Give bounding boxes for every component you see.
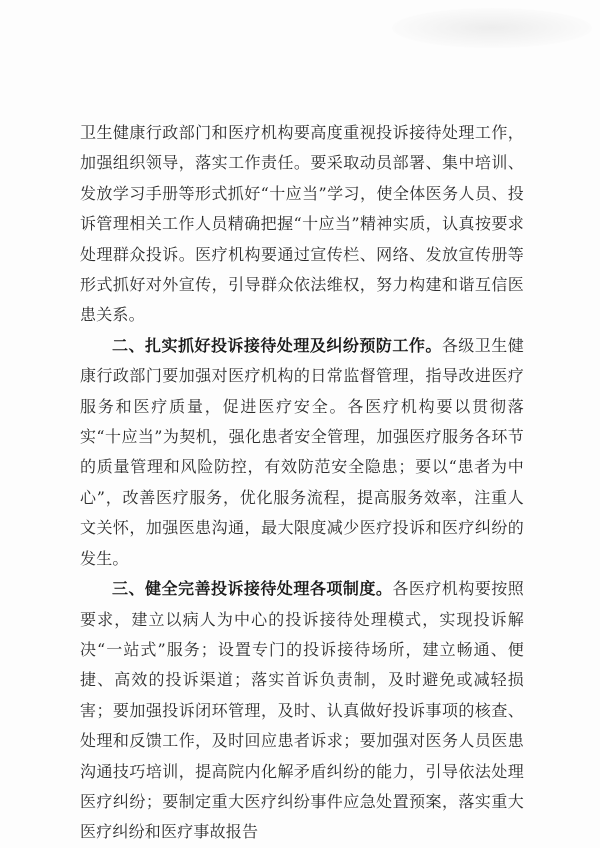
paragraph-1-text: 卫生健康行政部门和医疗机构要高度重视投诉接待处理工作，加强组织领导，落实工作责任。要采取动员部署、集中培训、发放学习手册等形式抓好“十应当”学习，使全体医务人员、投诉管理相关工作人员精确把握“十应当”精神实质，认真按要求处理群众投诉。医疗机构要通过宣传栏、网络、发放宣传册等形式抓好对外宣传，引导群众依法维权，努力构建和谐互信医患关系。 [80,123,524,325]
paragraph-2-text: 各级卫生健康行政部门要加强对医疗机构的日常监督管理，指导改进医疗服务和医疗质量，促进医疗安全。各医疗机构要以贯彻落实“十应当”为契机，强化患者安全管理，加强医疗服务各环节的质量管理和风险防控，有效防范安全隐患；要以“患者为中心”，改善医疗服务，优化服务流程，提高服务效率，注重人文关怀，加强医患沟通，最大限度减少医疗投诉和医疗纠纷的发生。 [80,335,524,568]
scan-smudge [392,8,592,48]
paragraph-3-text: 各医疗机构要按照要求，建立以病人为中心的投诉接待处理模式，实现投诉解决“一站式”服务；设置专门的投诉接待场所，建立畅通、便捷、高效的投诉渠道；落实首诉负责制，及时避免或减轻损害；要加强投诉闭环管理，及时、认真做好投诉事项的核查、处理和反馈工作，及时回应患者诉求；要加强对医务人员医患沟通技巧培训，提高院内化解矛盾纠纷的能力，引导依法处理医疗纠纷；要制定重大医疗纠纷事件应急处置预案，落实重大医疗纠纷和医疗事故报告 [80,579,524,842]
paragraph-2 [80,331,524,574]
document-body [80,118,524,848]
section-3-heading: 三、健全完善投诉接待处理各项制度。 [112,579,393,599]
section-2-heading: 二、扎实抓好投诉接待处理及纠纷预防工作。 [112,335,442,355]
paragraph-1 [80,118,524,331]
paragraph-3 [80,574,524,848]
